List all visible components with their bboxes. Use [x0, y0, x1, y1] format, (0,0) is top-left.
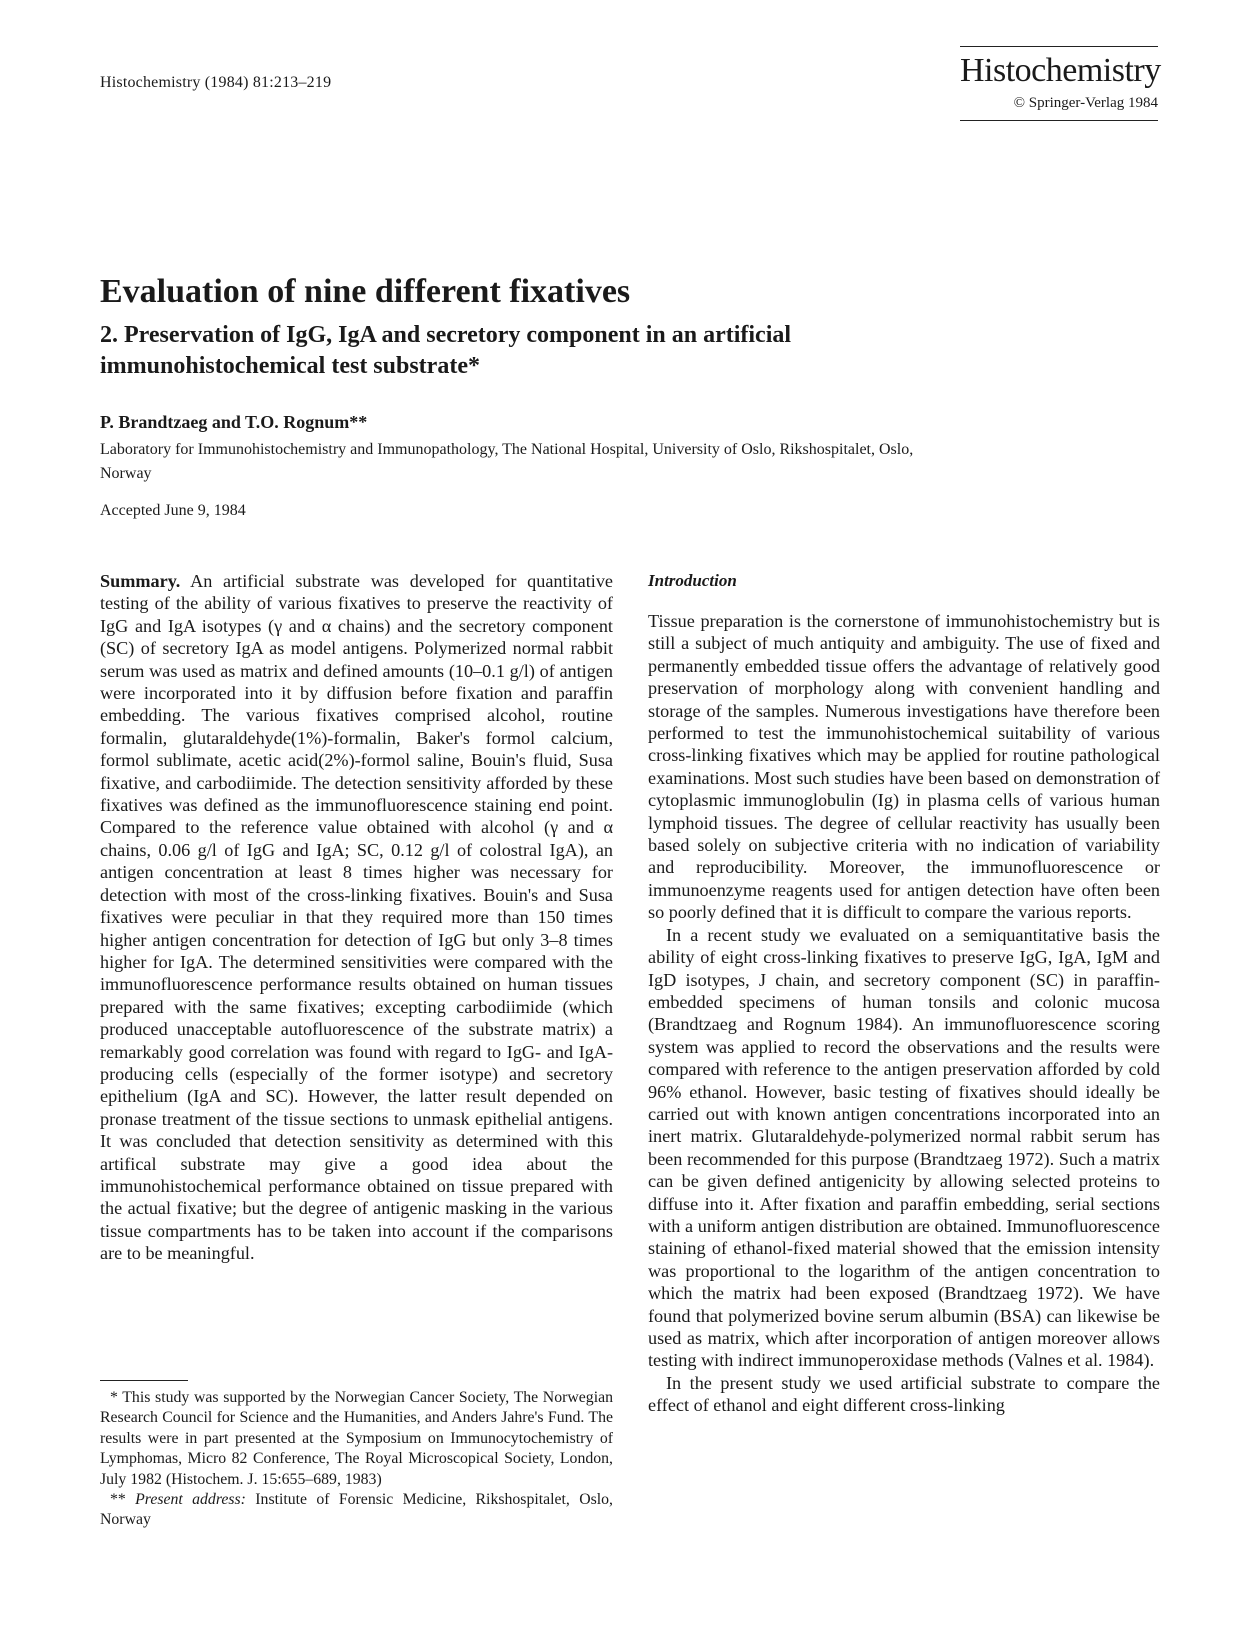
footnote-funding: * This study was supported by the Norwegian Cancer Society, The Norwegian Research Council for Science and the Humanities, and Anders Jahre's Fund. The results were in part presented at the Symposium on Immunocytochemistry of Lymphomas, Micro 82 Conference, The Royal Microscopical Society, London, July 1982 (Histochem. J. 15:655–689, 1983) [100, 1389, 613, 1488]
accepted-date: Accepted June 9, 1984 [100, 502, 246, 519]
right-column [648, 570, 1160, 1417]
summary-paragraph [100, 570, 613, 1265]
footnote-address [100, 1490, 613, 1531]
introduction-heading: Introduction [648, 571, 737, 590]
footnote-address-mark: ** [110, 1491, 126, 1509]
footnote-address-label: Present address: [135, 1491, 246, 1509]
affiliation: Laboratory for Immunohistochemistry and Immunopathology, The National Hospital, University of Oslo, Rikshospitalet, Oslo, Norway [100, 441, 914, 482]
journal-masthead [960, 46, 1161, 121]
footnote-rule [100, 1380, 188, 1381]
footnote-address-text: Institute of Forensic Medicine, Rikshospitalet, Oslo, Norway [100, 1491, 613, 1529]
introduction-paragraph-1: Tissue preparation is the cornerstone of immunohistochemistry but is still a subject of much antiquity and ambiguity. The use of fixed and permanently embedded tissue offers the advantage of relatively good preservation of morphology along with convenient handling and storage of the samples. Numerous investigations have therefore been performed to test the immunohistochemical suitability of various cross-linking fixatives which may be applied for routine pathological examinations. Most such studies have been based on demonstration of cytoplasmic immunoglobulin (Ig) in plasma cells of various human lymphoid tissues. The degree of cellular reactivity has usually been based solely on subjective criteria with no indication of variability and reproducibility. Moreover, the immunofluorescence or immunoenzyme reagents used for antigen detection have often been so poorly defined that it is difficult to compare the various reports. [648, 611, 1160, 923]
author-list: P. Brandtzaeg and T.O. Rognum** [100, 412, 368, 432]
left-column [100, 570, 613, 1265]
summary-heading: Summary. [100, 571, 181, 591]
introduction-paragraph-2: In a recent study we evaluated on a semiquantitative basis the ability of eight cross-linking fixatives to preserve IgG, IgA, IgM and IgD isotypes, J chain, and secretory component (SC) in paraffin-embedded specimens of human tonsils and colonic mucosa (Brandtzaeg and Rognum 1984). An immunofluorescence scoring system was applied to record the observations and the results were compared with reference to the antigen preservation afforded by cold 96% ethanol. However, basic testing of fixatives should ideally be carried out with known antigen concentrations incorporated into an inert matrix. Glutaraldehyde-polymerized normal rabbit serum has been recommended for this purpose (Brandtzaeg 1972). Such a matrix can be given defined antigenicity by allowing selected proteins to diffuse into it. After fixation and paraffin embedding, serial sections with a uniform antigen distribution are obtained. Immunofluorescence staining of ethanol-fixed material showed that the emission intensity was proportional to the logarithm of the antigen concentration to which the matrix had been exposed (Brandtzaeg 1972). We have found that polymerized bovine serum albumin (BSA) can likewise be used as matrix, which after incorporation of antigen moreover allows testing with indirect immunoperoxidase methods (Valnes et al. 1984). [648, 924, 1160, 1371]
introduction-paragraph-3: In the present study we used artificial substrate to compare the effect of ethanol and eight different cross-linking [648, 1372, 1160, 1416]
masthead-rule-bottom [960, 120, 1158, 121]
publisher-line: © Springer-Verlag 1984 [1013, 95, 1158, 111]
journal-name: Histochemistry [960, 52, 1161, 89]
article-subtitle: 2. Preservation of IgG, IgA and secretory component in an artificial immunohistochemical test substrate* [100, 322, 792, 379]
summary-text: An artificial substrate was developed for quantitative testing of the ability of various fixatives to preserve the reactivity of IgG and IgA isotypes (γ and α chains) and the secretory component (SC) of secretory IgA as model antigens. Polymerized normal rabbit serum was used as matrix and defined amounts (10–0.1 g/l) of antigen were incorporated into it by diffusion before fixation and paraffin embedding. The various fixatives comprised alcohol, routine formalin, glutaraldehyde(1%)-formalin, Baker's formol calcium, formol sublimate, acetic acid(2%)-formol saline, Bouin's fluid, Susa fixative, and carbodiimide. The detection sensitivity afforded by these fixatives was defined as the immunofluorescence staining end point. Compared to the reference value obtained with alcohol (γ and α chains, 0.06 g/l of IgG and IgA; SC, 0.12 g/l of colostral IgA), an antigen concentration at least 8 times higher was necessary for detection with most of the cross-linking fixatives. Bouin's and Susa fixatives were peculiar in that they required more than 150 times higher antigen concentration for detection of IgG but only 3–8 times higher for IgA. The determined sensitivities were compared with the immunofluorescence performance results obtained on human tissues prepared with the same fixatives; excepting carbodiimide (which produced unacceptable autofluorescence of the substrate matrix) a remarkably good correlation was found with regard to IgG- and IgA-producing cells (especially of the former isotype) and secretory epithelium (IgA and SC). However, the latter result depended on pronase treatment of the tissue sections to unmask epithelial antigens. It was concluded that detection sensitivity as determined with this artifical substrate may give a good idea about the immunohistochemical performance obtained on tissue prepared with the actual fixative; but the degree of antigenic masking in the various tissue compartments has to be taken into account if the comparisons are to be meaningful. [100, 571, 613, 1264]
footnotes [100, 1388, 613, 1531]
article-title: Evaluation of nine different fixatives [100, 273, 631, 310]
masthead-rule-top [960, 46, 1158, 47]
running-head: Histochemistry (1984) 81:213–219 [100, 74, 332, 91]
